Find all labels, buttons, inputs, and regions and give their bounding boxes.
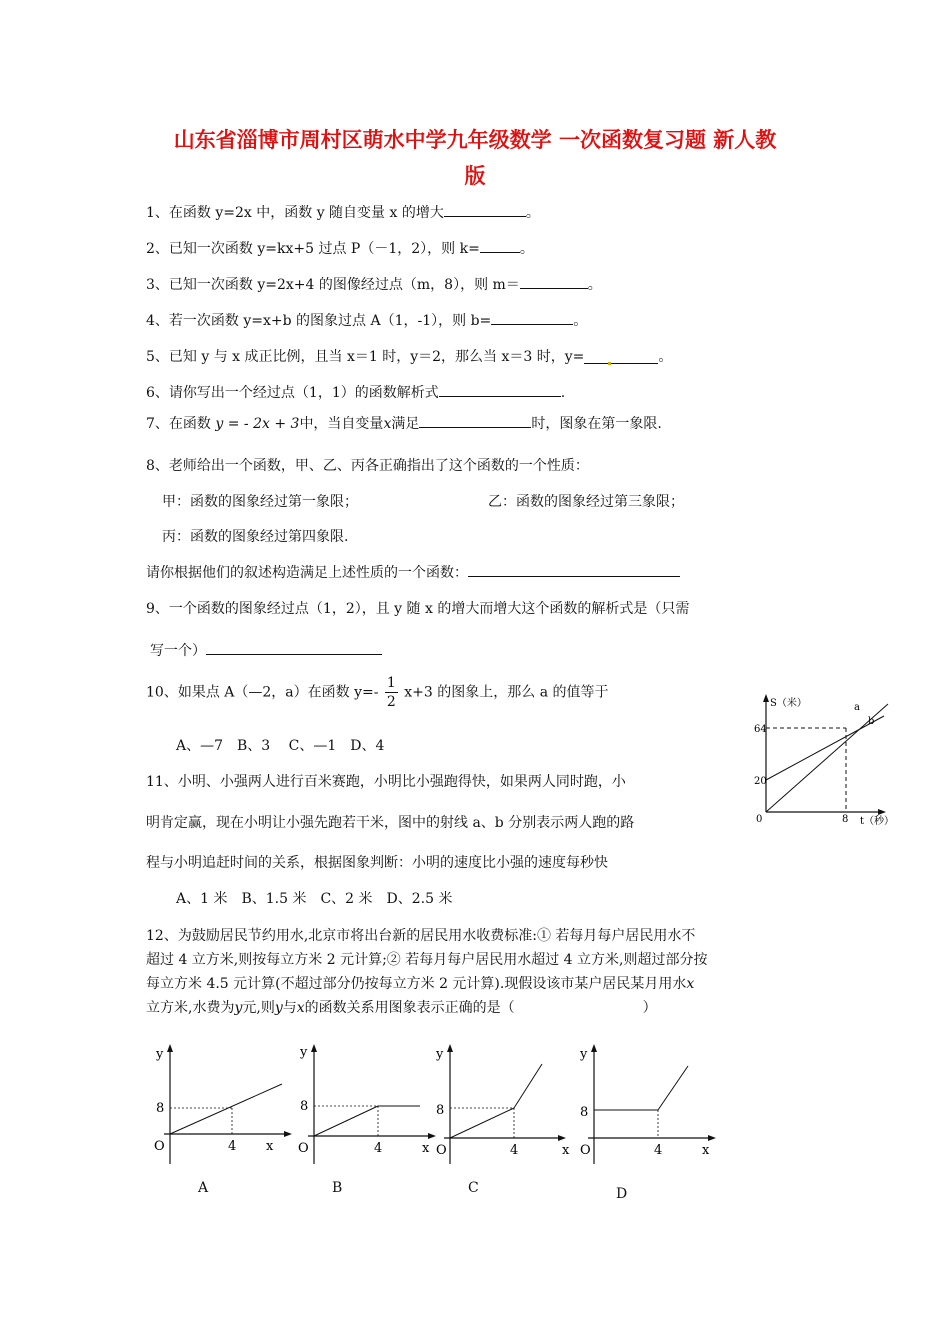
question-text: 请你根据他们的叙述构造满足上述性质的一个函数： <box>146 565 468 581</box>
x-label: x <box>422 1141 430 1156</box>
y-label: y <box>300 1045 308 1060</box>
origin-label: 0 <box>756 814 763 825</box>
graph-line-2 <box>658 1066 688 1110</box>
question-text: 的函数关系用图象表示正确的是（ <box>304 1000 515 1016</box>
x-axis-label: t（秒） <box>860 816 895 827</box>
punct: 。 <box>573 313 588 329</box>
punct: . <box>560 385 566 401</box>
page-title-line2: 版 <box>464 164 486 188</box>
x-label: x <box>266 1139 274 1154</box>
q10-options: A、—7 B、3 C、—1 D、4 <box>176 738 385 754</box>
answer-blank[interactable] <box>491 310 573 325</box>
tick-8: 8 <box>156 1101 165 1116</box>
q8-statement-jia: 甲：函数的图象经过第一象限； <box>162 494 358 510</box>
y-axis-arrow <box>167 1044 173 1052</box>
question-3 <box>146 274 602 294</box>
q8-prompt <box>146 562 680 582</box>
y-axis-arrow <box>763 694 769 702</box>
question-12-line2: 超过 4 立方米,则按每立方米 2 元计算;② 若每月每户居民用水超过 4 立方米,则超过部分按 <box>146 952 708 968</box>
question-text: 中，当自变量 <box>299 416 384 432</box>
question-10 <box>146 676 609 709</box>
graph-line-1 <box>450 1108 514 1138</box>
question-5 <box>146 346 672 366</box>
question-text: 1、在函数 y=2x 中，函数 y 随自变量 x 的增大 <box>146 205 444 221</box>
punct: ） <box>642 1000 657 1016</box>
x-axis-arrow <box>558 1135 566 1141</box>
variable-x: x <box>296 1000 305 1016</box>
tick-4: 4 <box>654 1143 663 1158</box>
q12-graph-a <box>148 1040 298 1170</box>
question-9: 9、一个函数的图象经过点（1，2），且 y 随 x 的增大而增大这个函数的解析式是（只需 <box>146 601 690 617</box>
question-11-line2: 明肯定赢，现在小明让小强先跑若干米，图中的射线 a、b 分别表示两人跑的路 <box>146 815 635 831</box>
y-axis-arrow <box>591 1044 597 1052</box>
answer-blank[interactable] <box>439 382 561 397</box>
punct: 。 <box>658 349 673 365</box>
variable-x: x <box>686 976 695 992</box>
q12-graph-d <box>572 1040 722 1170</box>
punct: 。 <box>525 205 540 221</box>
denominator: 2 <box>386 694 396 710</box>
option-label-a[interactable]: A <box>198 1180 209 1196</box>
origin-label: O <box>436 1143 447 1158</box>
option-label-c[interactable]: C <box>468 1180 479 1196</box>
question-11-line1: 11、小明、小强两人进行百米赛跑，小明比小强跑得快，如果两人同时跑，小 <box>146 774 626 790</box>
answer-blank[interactable] <box>468 562 680 577</box>
question-text: x+3 的图象上，那么 a 的值等于 <box>404 684 609 701</box>
answer-blank[interactable] <box>584 349 658 364</box>
question-text: 10、如果点 A（—2，a）在函数 y=- <box>146 684 379 701</box>
origin-label: O <box>154 1139 165 1154</box>
y-axis-label: S（米） <box>770 698 807 709</box>
tick-4: 4 <box>510 1143 519 1158</box>
x-axis-arrow <box>284 1131 292 1137</box>
fraction-one-half <box>385 676 398 709</box>
q11-distance-time-graph <box>748 690 908 830</box>
tick-20: 20 <box>754 776 767 787</box>
question-4 <box>146 310 587 330</box>
answer-blank[interactable] <box>480 238 520 253</box>
x-axis-arrow <box>878 809 886 815</box>
answer-blank[interactable] <box>419 413 531 428</box>
question-12-line3 <box>146 973 694 993</box>
question-text: 时，图象在第一象限. <box>531 416 662 432</box>
line-a-label: a <box>854 702 860 713</box>
question-text: 与 <box>282 1000 297 1016</box>
y-axis-arrow <box>447 1044 453 1052</box>
question-text: 每立方米 4.5 元计算(不超过部分仍按每立方米 2 元计算).现假设该市某户居民某月用水 <box>146 976 687 992</box>
question-text: 立方米,水费为 <box>146 1000 235 1016</box>
question-9-cont <box>150 640 382 660</box>
option-label-b[interactable]: B <box>332 1180 343 1196</box>
q8-statement-bing: 丙：函数的图象经过第四象限. <box>162 529 349 545</box>
q12-graph-c <box>428 1040 578 1170</box>
y-label: y <box>580 1047 588 1062</box>
tick-64: 64 <box>754 724 767 735</box>
variable-x: x <box>383 416 392 432</box>
variable-y: y <box>274 1000 283 1016</box>
question-12-line1: 12、为鼓励居民节约用水,北京市将出台新的居民用水收费标准:① 若每月每户居民用水不 <box>146 928 696 944</box>
numerator: 1 <box>386 675 396 691</box>
answer-blank[interactable] <box>520 274 588 289</box>
answer-blank[interactable] <box>206 640 382 655</box>
tick-8: 8 <box>436 1103 445 1118</box>
x-label: x <box>562 1143 570 1158</box>
question-text: 6、请你写出一个经过点（1，1）的函数解析式 <box>146 385 439 401</box>
tick-8: 8 <box>580 1105 589 1120</box>
origin-label: O <box>298 1141 309 1156</box>
y-axis-arrow <box>311 1044 317 1052</box>
tick-4: 4 <box>374 1141 383 1156</box>
graph-line <box>170 1084 282 1134</box>
function-expression: y = - 2x + 3 <box>215 416 300 432</box>
x-label: x <box>702 1143 710 1158</box>
question-text: 4、若一次函数 y=x+b 的图象过点 A（1，-1），则 b= <box>146 313 492 329</box>
question-text: 5、已知 y 与 x 成正比例，且当 x＝1 时，y＝2，那么当 x＝3 时，y= <box>146 349 585 365</box>
question-7 <box>146 413 662 433</box>
question-text: 元,则 <box>242 1000 275 1016</box>
question-text: 3、已知一次函数 y=2x+4 的图像经过点（m，8），则 m＝ <box>146 277 520 293</box>
page-title-line1: 山东省淄博市周村区萌水中学九年级数学 一次函数复习题 新人教 <box>173 128 777 152</box>
tick-8: 8 <box>300 1099 309 1114</box>
q12-graph-b <box>292 1040 445 1170</box>
variable-y: y <box>234 1000 243 1016</box>
y-label: y <box>436 1047 444 1062</box>
tick-4: 4 <box>228 1139 237 1154</box>
question-1 <box>146 202 540 222</box>
marker-dot <box>608 362 611 365</box>
punct: 。 <box>519 241 534 257</box>
question-text: 满足 <box>391 416 420 432</box>
option-label-d[interactable]: D <box>616 1186 628 1202</box>
line-b-label: b <box>868 716 875 727</box>
question-6 <box>146 382 565 402</box>
x-axis-arrow <box>708 1135 716 1141</box>
q8-statement-yi: 乙：函数的图象经过第三象限； <box>488 494 684 510</box>
question-11-line3: 程与小明追赶时间的关系，根据图象判断：小明的速度比小强的速度每秒快 <box>146 855 608 871</box>
answer-blank[interactable] <box>444 202 526 217</box>
punct: 。 <box>587 277 602 293</box>
question-12-line4 <box>146 997 657 1017</box>
question-text: 2、已知一次函数 y=kx+5 过点 P（－1，2），则 k= <box>146 241 480 257</box>
q11-options: A、1 米 B、1.5 米 C、2 米 D、2.5 米 <box>176 891 453 907</box>
graph-line-2 <box>514 1064 542 1108</box>
graph-line-1 <box>314 1106 378 1136</box>
line-b <box>766 716 884 780</box>
question-2 <box>146 238 534 258</box>
tick-8: 8 <box>842 814 849 825</box>
y-label: y <box>156 1047 164 1062</box>
question-8: 8、老师给出一个函数，甲、乙、丙各正确指出了这个函数的一个性质： <box>146 458 589 474</box>
question-text: 写一个） <box>150 643 206 659</box>
question-text: 7、在函数 <box>146 416 211 432</box>
origin-label: O <box>580 1143 591 1158</box>
